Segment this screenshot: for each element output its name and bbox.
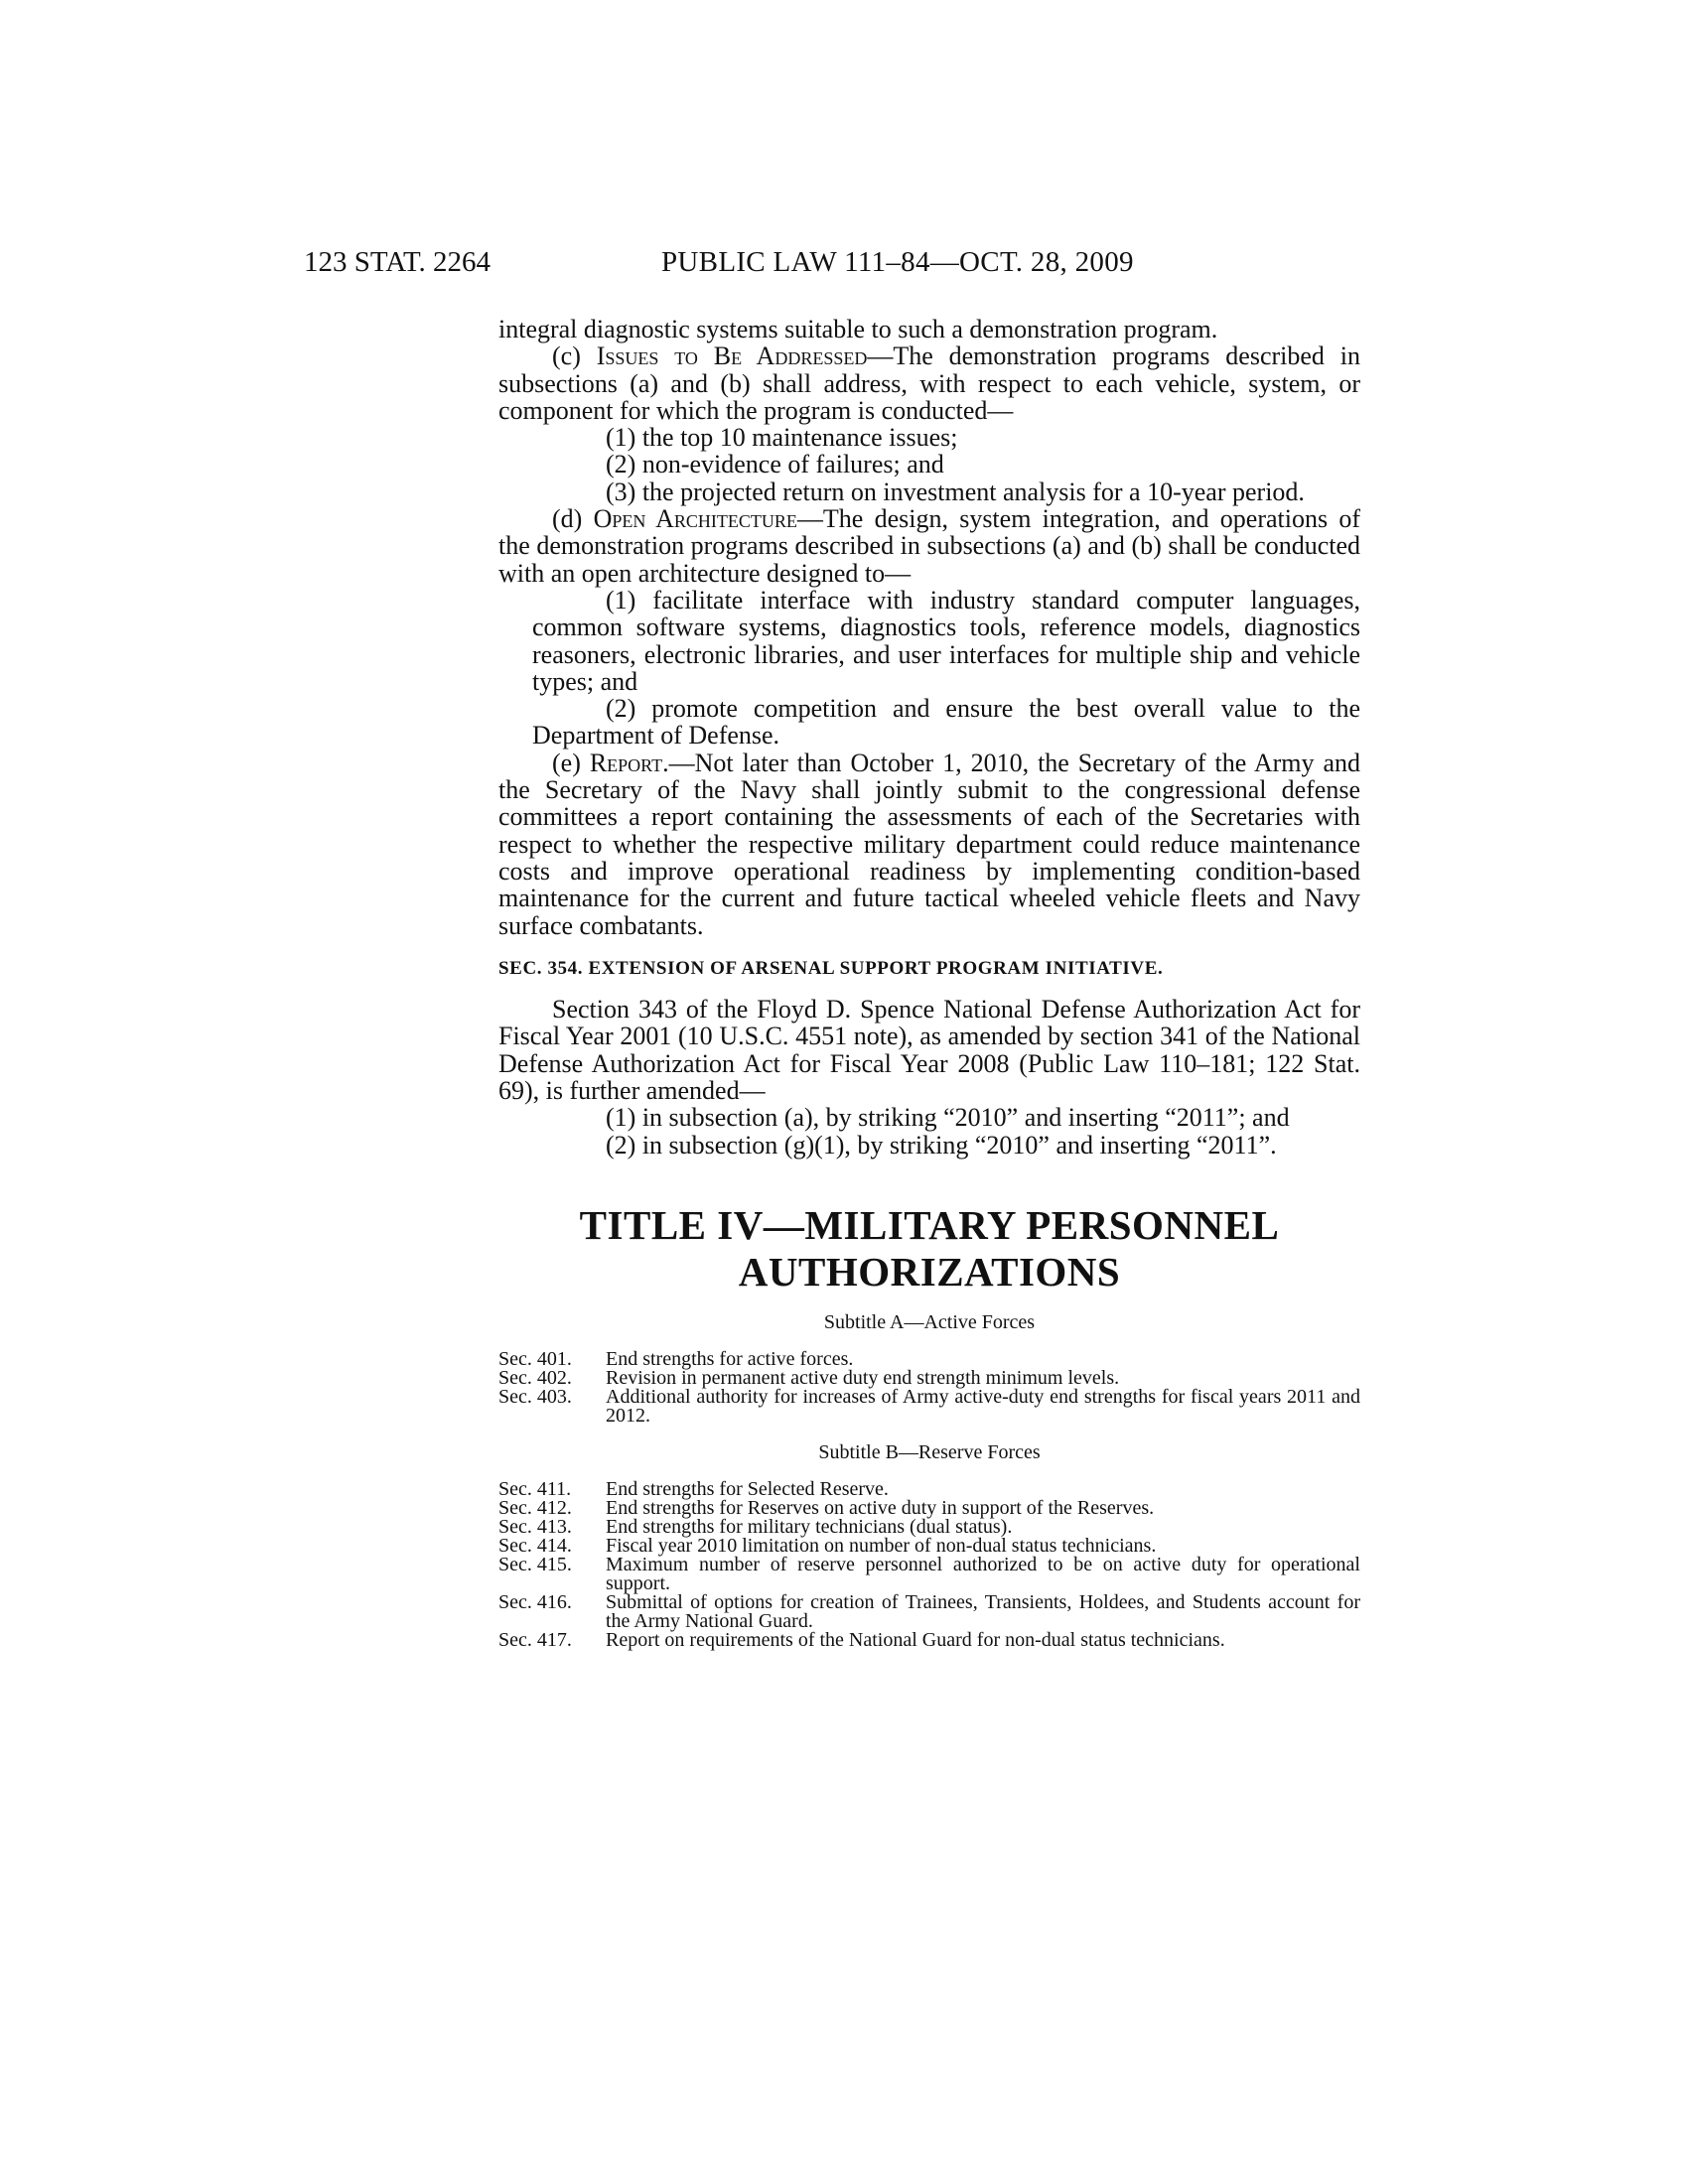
- statute-page-number: 123 STAT. 2264: [304, 246, 492, 278]
- title-line-2: AUTHORIZATIONS: [738, 1248, 1121, 1295]
- title-line-1: TITLE IV—MILITARY PERSONNEL: [579, 1201, 1280, 1248]
- running-head: PUBLIC LAW 111–84—OCT. 28, 2009: [661, 246, 1134, 278]
- paragraph-continuation: integral diagnostic systems suitable to such a demonstration program.: [498, 315, 1218, 343]
- section-text: Section 343 of the Floyd D. Spence National Defense Authorization Act for Fiscal Year 2001 (10 U.S.C. 4551 note), as amended by section 341 of the National Defense Authorization Act for Fiscal Year 2008 (Public Law 110–181; 122 Stat. 69), is further amended—: [498, 995, 1360, 1106]
- subsection-heading: Open Architecture: [593, 504, 797, 534]
- toc-row: Sec. 403. Additional authority for increases of Army active-duty end strengths for fiscal years 2011 and 2012.: [498, 1385, 1360, 1427]
- toc-row: Sec. 402. Revision in permanent active duty end strength minimum levels.: [498, 1366, 1120, 1389]
- toc-subtitle-b: Subtitle B—Reserve Forces: [818, 1440, 1041, 1463]
- page-header: [304, 246, 1370, 286]
- list-item: (1) the top 10 maintenance issues;: [606, 423, 958, 453]
- toc-subtitle-a: Subtitle A—Active Forces: [823, 1310, 1036, 1333]
- document-body: [498, 316, 1360, 1650]
- list-item: (2) in subsection (g)(1), by striking “2010” and inserting “2011”.: [606, 1130, 1277, 1160]
- list-item: (1) facilitate interface with industry standard computer languages, common software systems, diagnostics tools, reference models, diagnostics reasoners, electronic libraries, and user interfaces for multiple ship and vehicle types; and: [532, 585, 1360, 696]
- toc-row: Sec. 416. Submittal of options for creation of Trainees, Transients, Holdees, and Students account for the Army National Guard.: [498, 1590, 1360, 1632]
- list-item: (2) non-evidence of failures; and: [606, 450, 944, 479]
- toc-row: Sec. 412. End strengths for Reserves on active duty in support of the Reserves.: [498, 1496, 1155, 1519]
- toc-row: Sec. 415. Maximum number of reserve personnel authorized to be on active duty for operational support.: [498, 1553, 1360, 1594]
- list-item: (2) promote competition and ensure the best overall value to the Department of Defense.: [532, 694, 1360, 751]
- title-heading: [498, 1202, 1360, 1296]
- toc-row: Sec. 411. End strengths for Selected Reserve.: [498, 1477, 889, 1500]
- toc-row: Sec. 401. End strengths for active forces.: [498, 1347, 854, 1370]
- toc-row: Sec. 417. Report on requirements of the National Guard for non-dual status technicians.: [498, 1628, 1225, 1651]
- section-heading: SEC. 354. EXTENSION OF ARSENAL SUPPORT PROGRAM INITIATIVE.: [498, 957, 1164, 979]
- toc-row: Sec. 414. Fiscal year 2010 limitation on number of non-dual status technicians.: [498, 1534, 1157, 1557]
- subsection-e: (e) Report.—Not later than October 1, 2010, the Secretary of the Army and the Secretary of the Navy shall jointly submit to the congressional defense committees a report containing the assessments of each of the Secretaries with respect to whether the respective military department could reduce maintenance costs and improve operational readiness by implementing condition-based maintenance for the current and future tactical wheeled vehicle fleets and Navy surface combatants.: [498, 748, 1361, 940]
- subsection-d: (d) Open Architecture—The design, system integration, and operations of the demonstration programs described in subsections (a) and (b) shall be conducted with an open architecture designed to—: [498, 504, 1360, 588]
- toc-row: Sec. 413. End strengths for military technicians (dual status).: [498, 1515, 1013, 1538]
- subsection-c: (c) Issues to Be Addressed—The demonstration programs described in subsections (a) and (b) shall address, with respect to each vehicle, system, or component for which the program is conducted—: [498, 341, 1360, 425]
- list-item: (3) the projected return on investment analysis for a 10-year period.: [606, 477, 1305, 506]
- list-item: (1) in subsection (a), by striking “2010” and inserting “2011”; and: [606, 1103, 1290, 1133]
- subsection-heading: Issues to Be Addressed: [596, 341, 868, 371]
- table-of-contents: [498, 1310, 1360, 1651]
- subsection-heading: Report: [589, 748, 663, 777]
